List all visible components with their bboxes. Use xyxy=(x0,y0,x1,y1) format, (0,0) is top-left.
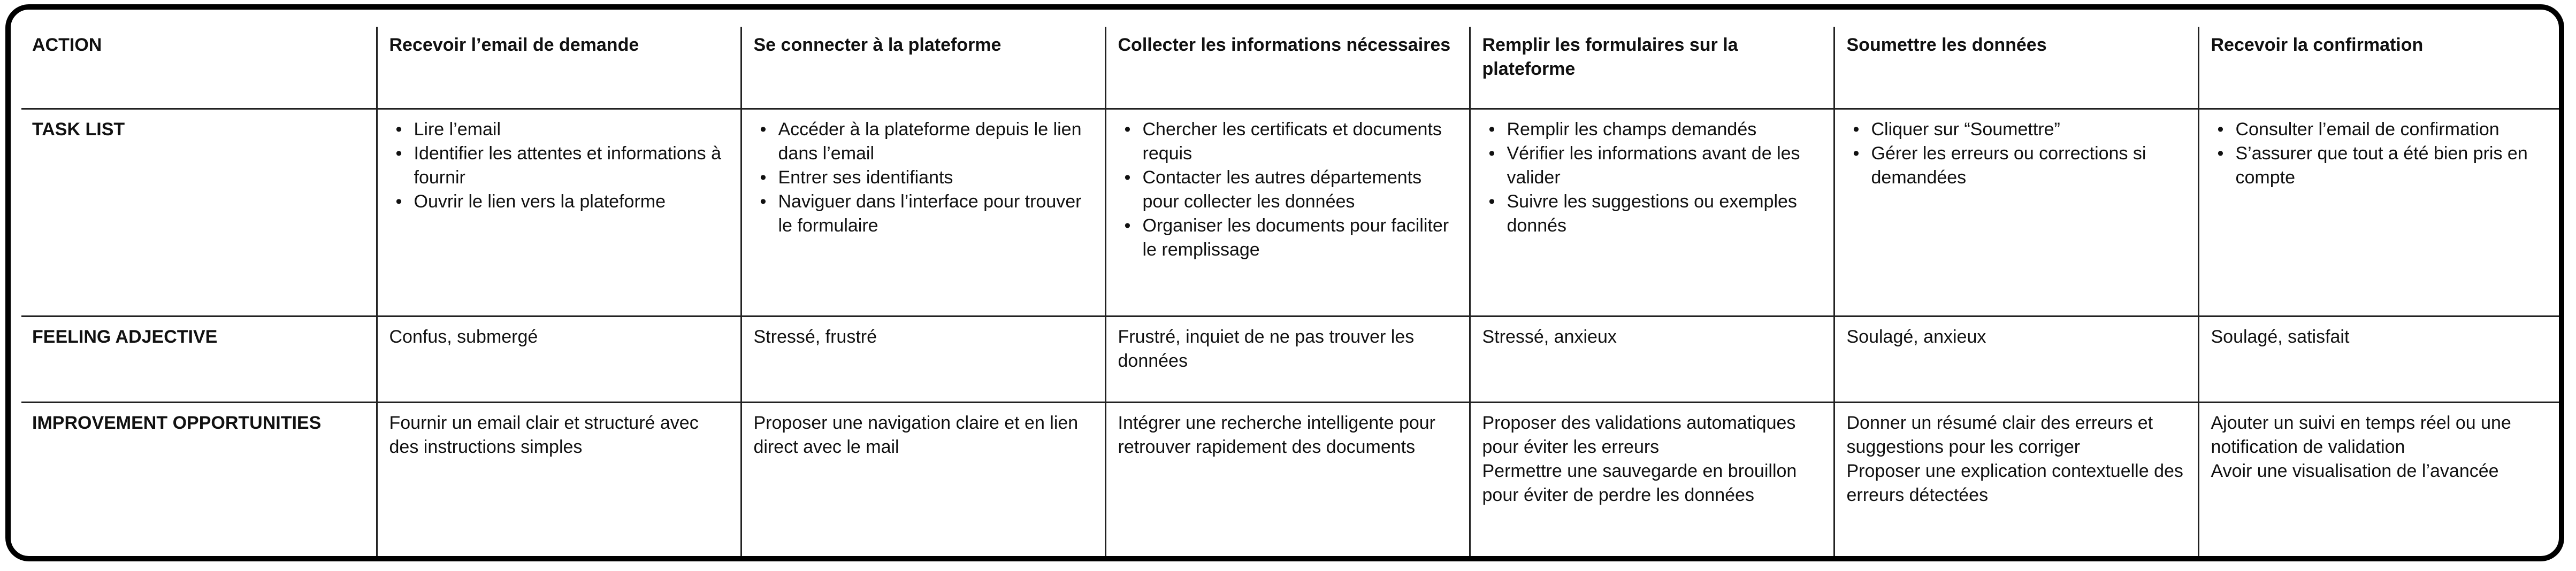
task-item: • Remplir les champs demandés xyxy=(1507,118,1822,142)
feeling-row xyxy=(21,316,2563,402)
improvement-cell xyxy=(1834,402,2198,557)
task-item: • Cliquer sur “Soumettre” xyxy=(1871,118,2186,142)
task-list xyxy=(1482,118,1822,238)
improvement-text: Intégrer une recherche intelligente pour retrouver rapidement des documents xyxy=(1118,412,1435,457)
feeling-cell: Confus, submergé xyxy=(377,316,741,402)
task-item: • Contacter les autres départements pour collecter les données xyxy=(1143,166,1457,214)
task-list-cell xyxy=(377,109,741,316)
task-list-row xyxy=(21,109,2563,316)
task-list-cell xyxy=(2198,109,2563,316)
task-item: • Entrer ses identifiants xyxy=(778,166,1093,190)
action-cell: Collecter les informations nécessaires xyxy=(1105,27,1470,109)
task-item: • Organiser les documents pour faciliter le remplissage xyxy=(1143,214,1457,262)
task-list xyxy=(754,118,1093,238)
task-list xyxy=(2211,118,2551,190)
action-cell: Recevoir la confirmation xyxy=(2198,27,2563,109)
action-row xyxy=(21,27,2563,109)
task-item: • Naviguer dans l’interface pour trouver le formulaire xyxy=(778,190,1093,238)
improvement-cell xyxy=(1470,402,1834,557)
row-label-improvement: IMPROVEMENT OPPORTUNITIES xyxy=(21,402,377,557)
action-cell: Recevoir l’email de demande xyxy=(377,27,741,109)
task-list-cell xyxy=(1470,109,1834,316)
improvement-cell xyxy=(741,402,1105,557)
task-list-cell xyxy=(1105,109,1470,316)
task-item: • Ouvrir le lien vers la plateforme xyxy=(414,190,729,214)
feeling-cell: Stressé, frustré xyxy=(741,316,1105,402)
improvement-cell xyxy=(2198,402,2563,557)
improvement-text: Fournir un email clair et structuré avec des instructions simples xyxy=(389,412,699,457)
task-list-cell xyxy=(1834,109,2198,316)
feeling-cell: Frustré, inquiet de ne pas trouver les données xyxy=(1105,316,1470,402)
task-item: • Vérifier les informations avant de les valider xyxy=(1507,142,1822,190)
task-item: • Accéder à la plateforme depuis le lien dans l’email xyxy=(778,118,1093,166)
improvement-text: Proposer des validations automatiques pour éviter les erreurs xyxy=(1482,412,1796,457)
improvement-text: Proposer une explication contextuelle des erreurs détectées xyxy=(1846,460,2183,505)
task-list xyxy=(1847,118,2186,190)
task-list xyxy=(389,118,729,214)
journey-map-frame xyxy=(5,4,2564,561)
improvement-text: Avoir une visualisation de l’avancée xyxy=(2211,460,2499,481)
task-item: • Gérer les erreurs ou corrections si demandées xyxy=(1871,142,2186,190)
task-item: • S’assurer que tout a été bien pris en compte xyxy=(2236,142,2551,190)
feeling-cell: Soulagé, anxieux xyxy=(1834,316,2198,402)
action-cell: Se connecter à la plateforme xyxy=(741,27,1105,109)
action-cell: Soumettre les données xyxy=(1834,27,2198,109)
action-cell: Remplir les formulaires sur la plateforme xyxy=(1470,27,1834,109)
journey-map-table xyxy=(21,27,2563,557)
improvement-text: Donner un résumé clair des erreurs et suggestions pour les corriger xyxy=(1846,412,2153,457)
task-item: • Identifier les attentes et informations à fournir xyxy=(414,142,729,190)
improvement-text: Proposer une navigation claire et en lien direct avec le mail xyxy=(753,412,1079,457)
task-list-cell xyxy=(741,109,1105,316)
improvement-row xyxy=(21,402,2563,557)
row-label-action: ACTION xyxy=(32,35,102,55)
task-list xyxy=(1118,118,1457,262)
improvement-cell xyxy=(1105,402,1470,557)
task-item: • Consulter l’email de confirmation xyxy=(2236,118,2551,142)
task-item: • Lire l’email xyxy=(414,118,729,142)
improvement-cell xyxy=(377,402,741,557)
feeling-cell: Stressé, anxieux xyxy=(1470,316,1834,402)
row-label-feeling: FEELING ADJECTIVE xyxy=(21,316,377,402)
improvement-text: Permettre une sauvegarde en brouillon pour éviter de perdre les données xyxy=(1482,460,1797,505)
improvement-text: Ajouter un suivi en temps réel ou une notification de validation xyxy=(2211,412,2511,457)
row-label-task-list: TASK LIST xyxy=(21,109,377,316)
task-item: • Chercher les certificats et documents requis xyxy=(1143,118,1457,166)
feeling-cell: Soulagé, satisfait xyxy=(2198,316,2563,402)
task-item: • Suivre les suggestions ou exemples donnés xyxy=(1507,190,1822,238)
